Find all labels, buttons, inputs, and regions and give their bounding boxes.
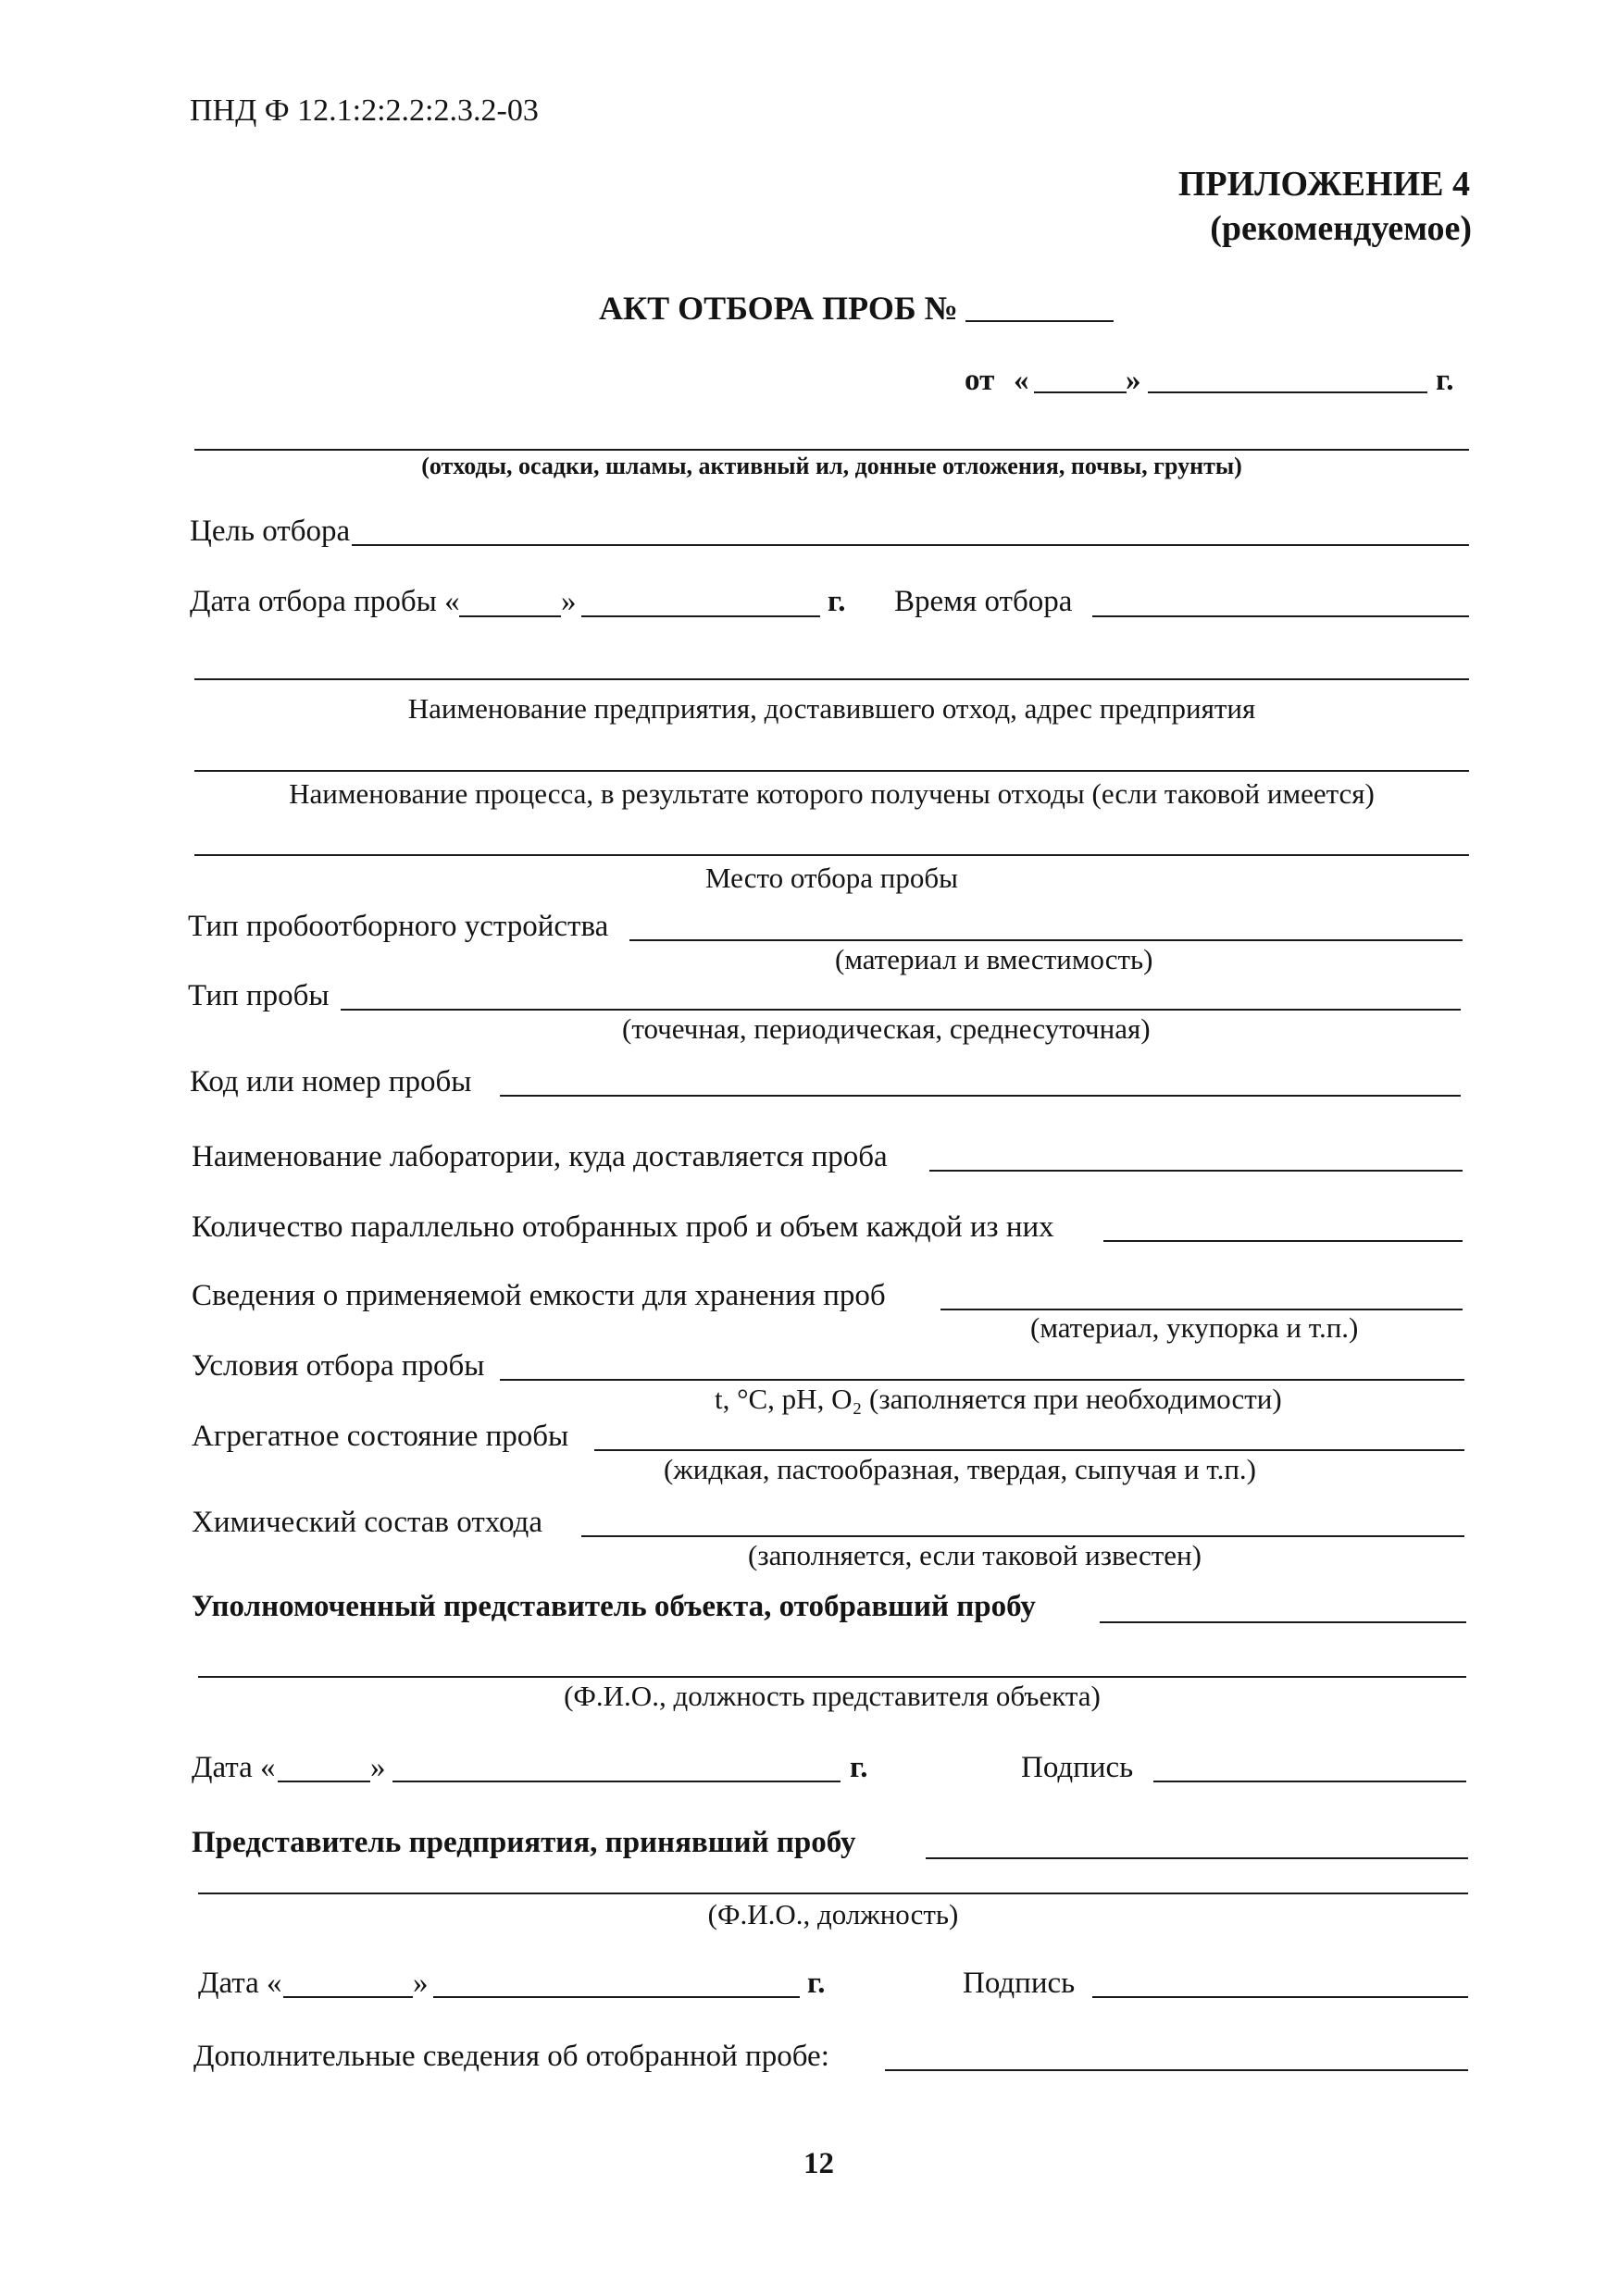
sample-date-label: Дата отбора пробы « <box>190 585 460 618</box>
receiver-date-label: Дата « <box>198 1967 282 2000</box>
place-caption: Место отбора пробы <box>705 862 958 894</box>
enterprise-field[interactable] <box>194 678 1469 680</box>
state-field[interactable] <box>594 1449 1464 1451</box>
sample-month-field[interactable] <box>581 615 820 617</box>
parallel-label: Количество параллельно отобранных проб и объем каждой из них <box>192 1210 1054 1244</box>
sample-year-label: г. <box>828 585 846 618</box>
extra-info-label: Дополнительные сведения об отобранной пробе: <box>193 2040 829 2073</box>
representative-year-label: г. <box>850 1751 868 1784</box>
act-title: АКТ ОТБОРА ПРОБ № <box>599 290 958 327</box>
enterprise-caption: Наименование предприятия, доставившего отход, адрес предприятия <box>407 692 1256 725</box>
receiver-label: Представитель предприятия, принявший пробу <box>192 1826 856 1859</box>
act-day-field[interactable] <box>1034 391 1127 393</box>
representative-date-label: Дата « <box>192 1751 276 1784</box>
year-label: г. <box>1436 364 1454 397</box>
purpose-label: Цель отбора <box>190 515 351 548</box>
act-month-field[interactable] <box>1148 391 1427 393</box>
receiver-quote-close: » <box>413 1967 429 2000</box>
chem-caption: (заполняется, если таковой известен) <box>748 1539 1202 1571</box>
receiver-year-label: г. <box>807 1967 826 2000</box>
representative-month-field[interactable] <box>392 1781 841 1782</box>
waste-type-field[interactable] <box>194 449 1469 451</box>
container-label: Сведения о применяемой емкости для хранения проб <box>192 1279 886 1312</box>
receiver-caption: (Ф.И.О., должность) <box>707 1898 959 1930</box>
appendix-note: (рекомендуемое) <box>1210 209 1472 248</box>
place-field[interactable] <box>194 854 1469 856</box>
sample-time-label: Время отбора <box>894 585 1073 618</box>
process-caption: Наименование процесса, в результате которого получены отходы (если таковой имеется) <box>289 777 1375 810</box>
state-caption: (жидкая, пастообразная, твердая, сыпучая и т.п.) <box>664 1453 1256 1485</box>
receiver-name-field[interactable] <box>198 1893 1468 1894</box>
representative-signature-label: Подпись <box>1021 1751 1134 1784</box>
code-label: Код или номер пробы <box>190 1065 472 1098</box>
receiver-signature-label: Подпись <box>963 1967 1076 2000</box>
extra-info-field[interactable] <box>885 2069 1468 2071</box>
device-label: Тип пробоотборного устройства <box>188 910 609 943</box>
code-field[interactable] <box>500 1095 1461 1097</box>
representative-label: Уполномоченный представитель объекта, отобравший пробу <box>192 1590 1036 1623</box>
chem-label: Химический состав отхода <box>192 1506 542 1539</box>
representative-quote-close: » <box>370 1751 386 1784</box>
document-code: ПНД Ф 12.1:2:2.2:2.3.2-03 <box>190 93 539 128</box>
representative-caption: (Ф.И.О., должность представителя объекта) <box>564 1680 1101 1712</box>
waste-type-caption: (отходы, осадки, шламы, активный ил, донные отложения, почвы, грунты) <box>421 453 1242 479</box>
chem-field[interactable] <box>581 1535 1464 1537</box>
lab-field[interactable] <box>929 1170 1463 1172</box>
device-caption: (материал и вместимость) <box>835 943 1153 975</box>
receiver-day-field[interactable] <box>283 1996 413 1998</box>
conditions-label: Условия отбора пробы <box>192 1349 485 1383</box>
receiver-field[interactable] <box>926 1857 1468 1859</box>
sample-time-field[interactable] <box>1092 615 1469 617</box>
device-field[interactable] <box>629 939 1463 941</box>
process-field[interactable] <box>194 770 1469 772</box>
parallel-field[interactable] <box>1103 1240 1463 1242</box>
conditions-field[interactable] <box>500 1379 1464 1381</box>
sample-day-field[interactable] <box>459 615 561 617</box>
representative-day-field[interactable] <box>278 1781 370 1782</box>
receiver-month-field[interactable] <box>433 1996 800 1998</box>
conditions-caption: t, °C, pH, O₂ (заполняется при необходимости) <box>715 1383 1282 1415</box>
representative-signature-field[interactable] <box>1153 1781 1466 1782</box>
sample-quote-close: » <box>561 585 577 618</box>
sample-type-label: Тип пробы <box>188 979 330 1012</box>
page-number: 12 <box>803 2147 834 2180</box>
date-from-label: от <box>965 364 995 397</box>
state-label: Агрегатное состояние пробы <box>192 1420 569 1453</box>
receiver-signature-field[interactable] <box>1092 1996 1468 1998</box>
lab-label: Наименование лаборатории, куда доставляется проба <box>192 1140 888 1173</box>
quote-close: » <box>1126 364 1141 397</box>
representative-field[interactable] <box>1100 1621 1466 1623</box>
purpose-field[interactable] <box>352 544 1469 546</box>
quote-open: « <box>1014 364 1029 397</box>
sample-type-field[interactable] <box>341 1009 1461 1011</box>
appendix-title: ПРИЛОЖЕНИЕ 4 <box>1177 165 1470 204</box>
container-field[interactable] <box>940 1309 1463 1310</box>
representative-name-field[interactable] <box>198 1676 1466 1678</box>
container-caption: (материал, укупорка и т.п.) <box>1030 1311 1359 1344</box>
act-number-field[interactable] <box>965 320 1114 322</box>
sample-type-caption: (точечная, периодическая, среднесуточная) <box>622 1012 1151 1045</box>
